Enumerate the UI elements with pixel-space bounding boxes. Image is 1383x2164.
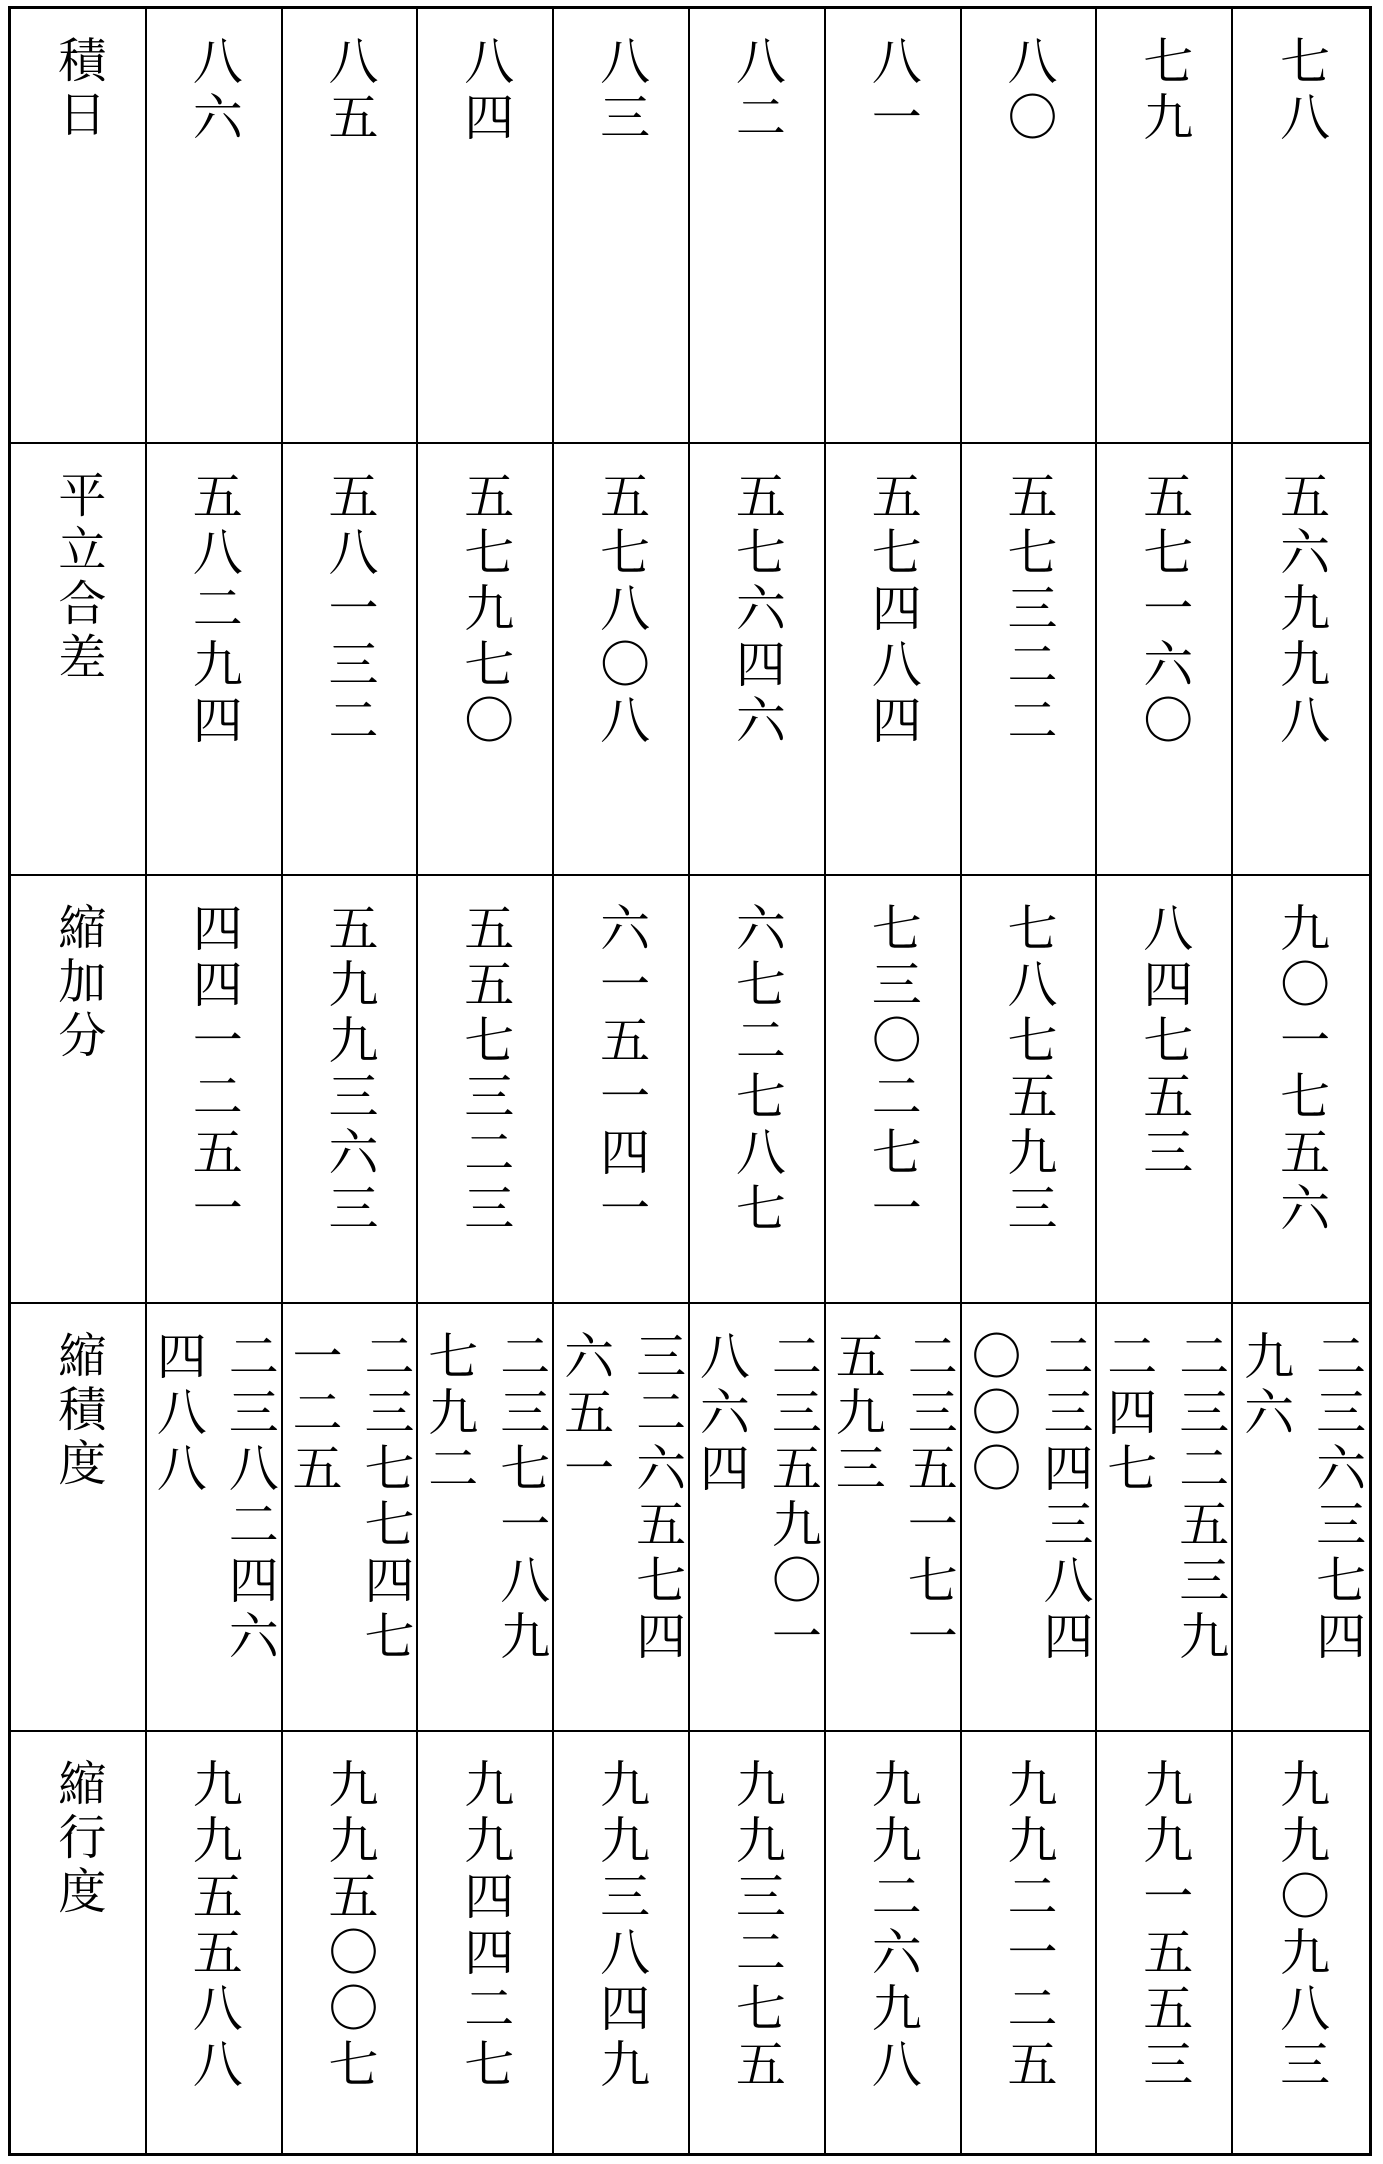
cell-text: 八二 — [727, 35, 786, 147]
cell-jiafen — [962, 876, 1098, 1304]
cell-text: 八四七五三 — [1135, 902, 1194, 1182]
cell-day — [554, 9, 690, 444]
cell-text: 八六 — [184, 35, 243, 147]
cell-jiafen — [147, 876, 283, 1304]
cell-pingli — [554, 444, 690, 876]
header-label: 平立合差 — [49, 470, 106, 686]
header-xingdu — [11, 1732, 147, 2153]
cell-text: 九九〇九八三 — [1272, 1758, 1331, 2094]
cell-jidu — [1097, 1304, 1233, 1732]
cell-text: 五七九七〇 — [456, 470, 515, 750]
cell-text: 九九五五八八 — [184, 1758, 243, 2094]
cell-text: 五七六四六 — [727, 470, 786, 750]
cell-text: 五六九九八 — [1272, 470, 1331, 750]
cell-text: 七三〇二七一 — [863, 902, 922, 1238]
cell-xingdu — [283, 1732, 419, 2153]
cell-text: 九〇一七五六 — [1272, 902, 1331, 1238]
cell-text-sub: 八六四 — [691, 1330, 750, 1498]
cell-text-sub: 二四七 — [1099, 1330, 1158, 1498]
cell-jiafen — [418, 876, 554, 1304]
cell-text-main: 三二六五七四 — [628, 1330, 687, 1666]
cell-text-sub: 四八八 — [148, 1330, 207, 1498]
cell-text: 六七二七八七 — [727, 902, 786, 1238]
cell-text-sub: 九六 — [1236, 1330, 1295, 1442]
header-label: 縮積度 — [49, 1330, 106, 1492]
astronomical-table — [8, 6, 1372, 2156]
cell-jidu — [283, 1304, 419, 1732]
cell-pingli — [418, 444, 554, 876]
cell-pingli — [962, 444, 1098, 876]
cell-jiafen — [554, 876, 690, 1304]
cell-text-main: 二三五一七一 — [899, 1330, 958, 1666]
cell-text: 九九三二七五 — [727, 1758, 786, 2094]
cell-text: 八〇 — [999, 35, 1058, 147]
cell-xingdu — [554, 1732, 690, 2153]
cell-pingli — [1097, 444, 1233, 876]
cell-jiafen — [1097, 876, 1233, 1304]
cell-text: 七九 — [1135, 35, 1194, 147]
cell-jidu — [147, 1304, 283, 1732]
cell-jiafen — [826, 876, 962, 1304]
cell-text: 八一 — [863, 35, 922, 147]
cell-text: 五七三二二 — [999, 470, 1058, 750]
cell-text: 五七八〇八 — [592, 470, 651, 750]
cell-text-main: 二三七七四七 — [356, 1330, 415, 1666]
cell-xingdu — [962, 1732, 1098, 2153]
cell-jidu — [418, 1304, 554, 1732]
cell-xingdu — [418, 1732, 554, 2153]
cell-text: 八五 — [320, 35, 379, 147]
cell-jidu — [962, 1304, 1098, 1732]
cell-text-sub: 七九二 — [420, 1330, 479, 1498]
cell-pingli — [826, 444, 962, 876]
header-label: 縮行度 — [49, 1758, 106, 1920]
cell-day — [826, 9, 962, 444]
header-label: 積日 — [49, 35, 106, 143]
header-label: 縮加分 — [49, 902, 106, 1064]
cell-text-main: 二三四三八四 — [1035, 1330, 1094, 1666]
cell-text: 五七四八四 — [863, 470, 922, 750]
cell-day — [1097, 9, 1233, 444]
cell-jidu — [1233, 1304, 1369, 1732]
cell-text: 八三 — [592, 35, 651, 147]
cell-text: 七八七五九三 — [999, 902, 1058, 1238]
cell-text-sub: 五九三 — [827, 1330, 886, 1498]
cell-pingli — [690, 444, 826, 876]
cell-jiafen — [1233, 876, 1369, 1304]
cell-jidu — [690, 1304, 826, 1732]
cell-text: 五五七三二三 — [456, 902, 515, 1238]
cell-pingli — [283, 444, 419, 876]
cell-text: 九九五〇〇七 — [320, 1758, 379, 2094]
header-jiafen — [11, 876, 147, 1304]
cell-day — [418, 9, 554, 444]
header-day — [11, 9, 147, 444]
cell-pingli — [147, 444, 283, 876]
cell-jiafen — [690, 876, 826, 1304]
cell-text: 五七一六〇 — [1135, 470, 1194, 750]
header-jidu — [11, 1304, 147, 1732]
cell-text: 九九三八四九 — [592, 1758, 651, 2094]
header-pingli — [11, 444, 147, 876]
cell-text-main: 二三五九〇一 — [763, 1330, 822, 1666]
cell-text-main: 二三八二四六 — [220, 1330, 279, 1666]
cell-xingdu — [147, 1732, 283, 2153]
cell-text-main: 二三六三七四 — [1308, 1330, 1367, 1666]
cell-text: 九九二一二五 — [999, 1758, 1058, 2094]
cell-text-main: 二三二五三九 — [1171, 1330, 1230, 1666]
cell-day — [690, 9, 826, 444]
cell-text: 五八一三二 — [320, 470, 379, 750]
cell-text: 九九一五五三 — [1135, 1758, 1194, 2094]
cell-jiafen — [283, 876, 419, 1304]
cell-day — [147, 9, 283, 444]
cell-xingdu — [1097, 1732, 1233, 2153]
cell-text: 六一五一四一 — [592, 902, 651, 1238]
cell-text: 五九九三六三 — [320, 902, 379, 1238]
cell-text: 五八二九四 — [184, 470, 243, 750]
cell-xingdu — [1233, 1732, 1369, 2153]
cell-text: 八四 — [456, 35, 515, 147]
cell-text-sub: 〇〇〇 — [963, 1330, 1022, 1498]
cell-text-main: 二三七一八九 — [492, 1330, 551, 1666]
cell-jidu — [826, 1304, 962, 1732]
cell-text: 四四一二五一 — [184, 902, 243, 1238]
cell-xingdu — [826, 1732, 962, 2153]
cell-pingli — [1233, 444, 1369, 876]
cell-text: 九九二六九八 — [863, 1758, 922, 2094]
cell-jidu — [554, 1304, 690, 1732]
cell-text: 九九四四二七 — [456, 1758, 515, 2094]
cell-day — [283, 9, 419, 444]
cell-xingdu — [690, 1732, 826, 2153]
cell-text-sub: 一二五 — [284, 1330, 343, 1498]
cell-text-sub: 六五一 — [556, 1330, 615, 1498]
cell-day — [1233, 9, 1369, 444]
cell-text: 七八 — [1272, 35, 1331, 147]
cell-day — [962, 9, 1098, 444]
